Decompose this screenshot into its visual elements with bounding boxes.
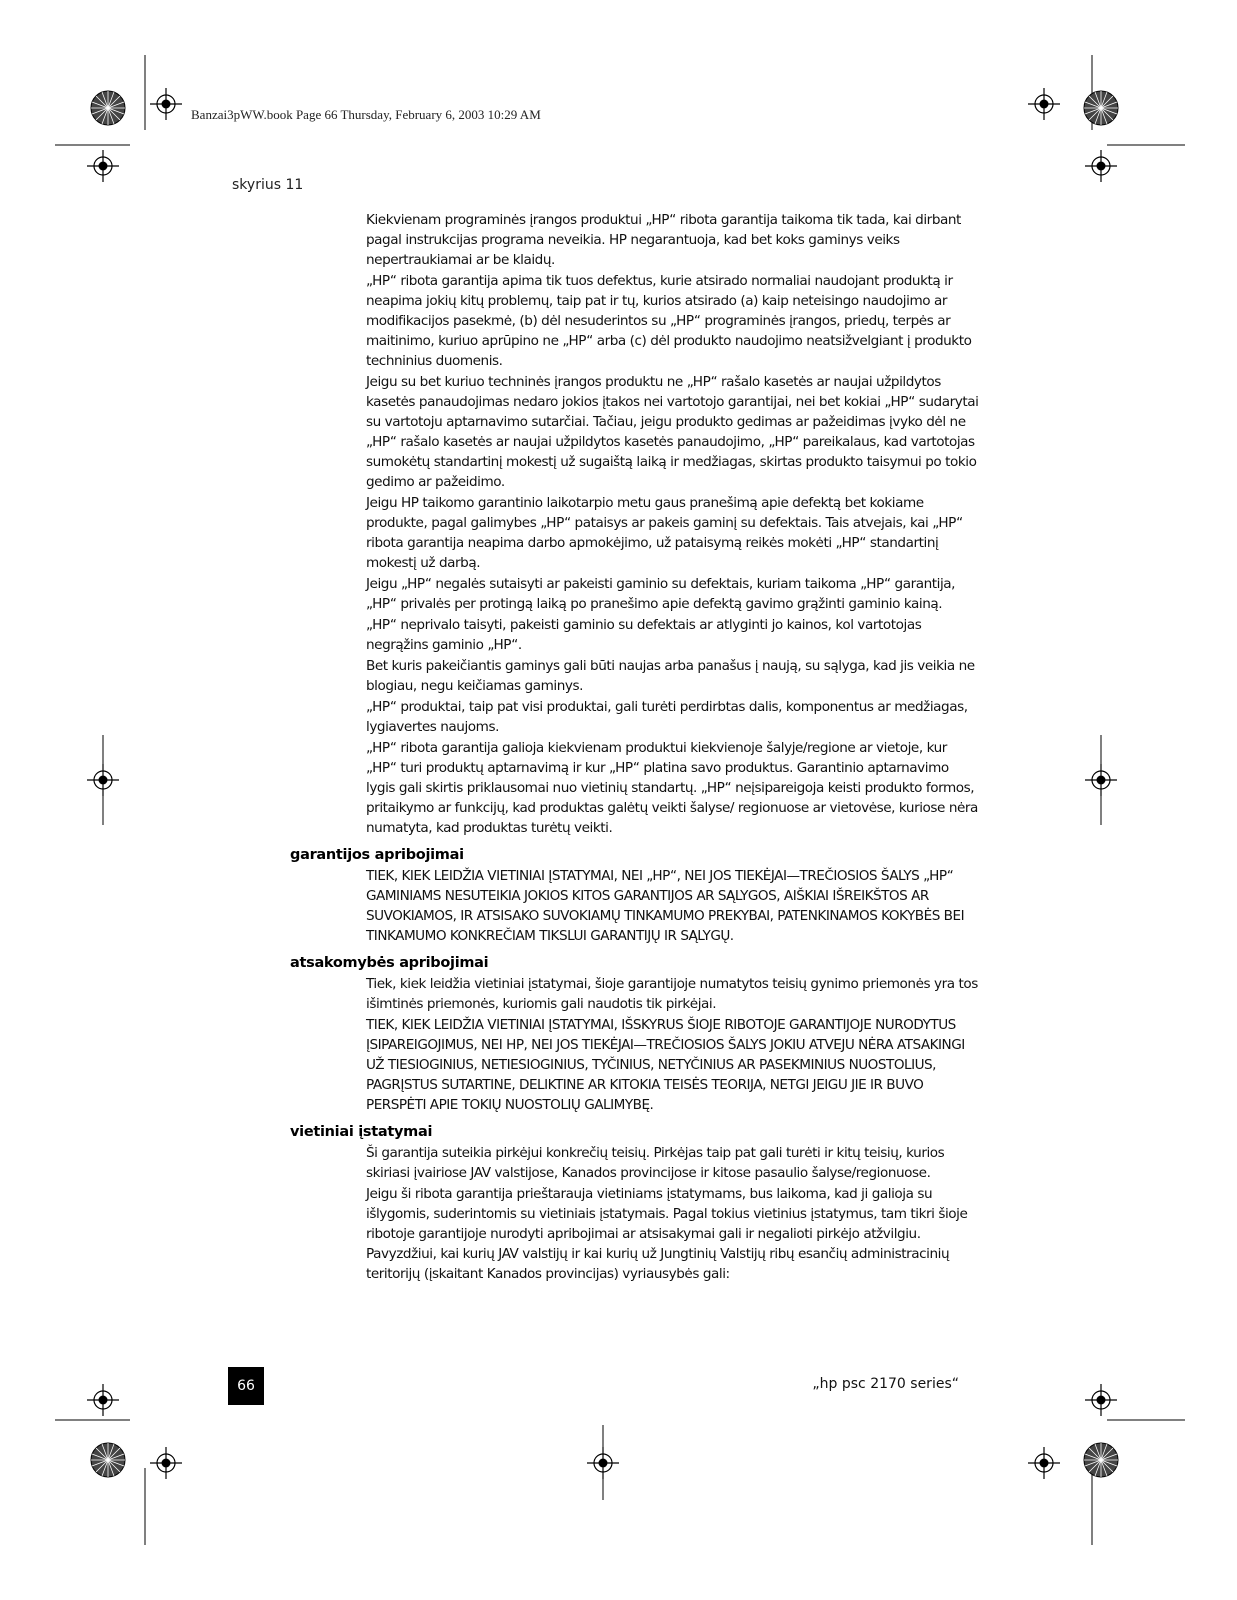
paragraph: TIEK, KIEK LEIDŽIA VIETINIAI ĮSTATYMAI, IŠSKYRUS ŠIOJE RIBOTOJE GARANTIJOJE NURODYTUS ĮSIPAREIGOJIMUS, NEI HP, NEI JOS TIEKĖJAI—TREČIOSIOS ŠALYS JOKIU ATVEJU NĖRA ATSAKINGI UŽ TIESIOGINIUS, NETIESIOGINIUS, TYČINIUS, NETYČINIUS AR PASEKMINIUS NUOSTOLIUS, PAGRĮSTUS SUTARTINE, DELIKTINE AR KITOKIA TEISĖS TEORIJA, NETGI JEIGU JIE IR BUVO PERSPĖTI APIE TOKIŲ NUOSTOLIŲ GALIMYBĘ. (366, 1017, 965, 1113)
star-target-icon (91, 91, 125, 125)
star-target-icon (91, 1443, 125, 1477)
paragraph: „HP“ produktai, taip pat visi produktai, gali turėti perdirbtas dalis, komponentus ar medžiagas, lygiavertes naujoms. (366, 699, 968, 735)
paragraph: „HP“ ribota garantija galioja kiekvienam produktui kiekvienoje šalyje/regione ar vietoje, kur „HP“ turi produktų aptarnavimą ir kur „HP“ platina savo produktus. Garantinio aptarnavimo lygis gali skirtis priklausomai nuo vietinių standartų. „HP“ neįsipareigoja keisti produkto formos, pritaikymo ar funkcijų, kad produktas galėtų veikti šalyse/ regionuose ar vietovėse, kuriose nėra numatyta, kad produktas turėtų veikti. (366, 740, 978, 836)
page-number: 66 (228, 1367, 264, 1405)
crosshair-icon (1085, 764, 1117, 796)
crosshair-icon (1085, 1384, 1117, 1416)
paragraph: Jeigu HP taikomo garantinio laikotarpio metu gaus pranešimą apie defektą bet kokiame produkte, pagal galimybes „HP“ pataisys ar pakeis gaminį su defektais. Tais atvejais, kai „HP“ ribota garantija neapima darbo apmokėjimo, už pataisymą reikės mokėti „HP“ standartinį mokestį už darbą. (366, 495, 963, 571)
chapter-label: skyrius 11 (232, 177, 304, 193)
paragraph: Jeigu „HP“ negalės sutaisyti ar pakeisti gaminio su defektais, kuriam taikoma „HP“ garantija, „HP“ privalės per protingą laiką po pranešimo apie defektą gavimo grąžinti gaminio kainą. (366, 576, 956, 612)
crosshair-icon (87, 150, 119, 182)
paragraph: Jeigu ši ribota garantija prieštarauja vietiniams įstatymams, bus laikoma, kad ji galioja su išlygomis, suderintomis su vietiniais įstatymais. Pagal tokius vietinius įstatymus, tam tikri šioje ribotoje garantijoje nurodyti apribojimai ar atsisakymai gali ir negalioti pirkėjo atžvilgiu. Pavyzdžiui, kai kurių JAV valstijų ir kai kurių už Jungtinių Valstijų ribų esančių administracinių teritorijų (įskaitant Kanados provincijas) vyriausybės gali: (366, 1186, 968, 1282)
section-heading-local-laws: vietiniai įstatymai (290, 1124, 433, 1140)
section-heading-warranty-limits: garantijos apribojimai (290, 847, 464, 863)
paragraph: Kiekvienam programinės įrangos produktui „HP“ ribota garantija taikoma tik tada, kai dirbant pagal instrukcijas programa neveikia. HP negarantuoja, kad bet koks gaminys veiks nepertraukiamai ar be klaidų. (366, 212, 961, 268)
print-slug: Banzai3pWW.book Page 66 Thursday, February 6, 2003 10:29 AM (191, 107, 541, 122)
paragraph: Ši garantija suteikia pirkėjui konkrečių teisių. Pirkėjas taip pat gali turėti ir kitų teisių, kurios skiriasi įvairiose JAV valstijose, Kanados provincijose ir kitose pasaulio šalyse/regionuose. (366, 1145, 945, 1181)
crosshair-icon (1028, 1447, 1060, 1479)
paragraph: Jeigu su bet kuriuo techninės įrangos produktu ne „HP“ rašalo kasetės ar naujai užpildytos kasetės panaudojimas nedaro jokios įtakos nei vartotojo garantijai, nei bet kokiai „HP“ sudarytai su vartotoju aptarnavimo sutarčiai. Tačiau, jeigu produkto gedimas ar pažeidimas įvyko dėl ne „HP“ rašalo kasetės ar naujai užpildytos kasetės panaudojimo, „HP“ pareikalaus, kad vartotojas sumokėtų standartinį mokestį už sugaištą laiką ir medžiagas, skirtas produkto taisymui po tokio gedimo ar pažeidimo. (366, 374, 979, 490)
paragraph: „HP“ neprivalo taisyti, pakeisti gaminio su defektais ar atlyginti jo kainos, kol vartotojas negrąžins gaminio „HP“. (366, 617, 922, 653)
crosshair-icon (587, 1447, 619, 1479)
product-name: „hp psc 2170 series“ (812, 1376, 959, 1392)
star-target-icon (1084, 1443, 1118, 1477)
crosshair-icon (87, 764, 119, 796)
paragraph: TIEK, KIEK LEIDŽIA VIETINIAI ĮSTATYMAI, NEI „HP“, NEI JOS TIEKĖJAI—TREČIOSIOS ŠALYS „HP“ GAMINIAMS NESUTEIKIA JOKIOS KITOS GARANTIJOS AR SĄLYGOS, AIŠKIAI IŠREIKŠTOS AR SUVOKIAMOS, IR ATSISAKO SUVOKIAMŲ TINKAMUMO PREKYBAI, PATENKINAMOS KOKYBĖS BEI TINKAMUMO KONKREČIAM TIKSLUI GARANTIJŲ IR SĄLYGŲ. (366, 868, 965, 944)
paragraph: „HP“ ribota garantija apima tik tuos defektus, kurie atsirado normaliai naudojant produktą ir neapima jokių kitų problemų, taip pat ir tų, kurios atsirado (a) kaip neteisingo naudojimo ar modifikacijos pasekmė, (b) dėl nesuderintos su „HP“ programinės įrangos, priedų, terpės ar maitinimo, kuriuo aprūpino ne „HP“ arba (c) dėl produkto naudojimo neatsižvelgiant į produkto techninius duomenis. (366, 273, 972, 369)
crosshair-icon (150, 1447, 182, 1479)
crosshair-icon (150, 88, 182, 120)
crosshair-icon (1028, 88, 1060, 120)
paragraph: Bet kuris pakeičiantis gaminys gali būti naujas arba panašus į naują, su sąlyga, kad jis veikia ne blogiau, negu keičiamas gaminys. (366, 658, 975, 694)
section-heading-liability-limits: atsakomybės apribojimai (290, 955, 489, 971)
paragraph: Tiek, kiek leidžia vietiniai įstatymai, šioje garantijoje numatytos teisių gynimo priemonės yra tos išimtinės priemonės, kuriomis gali naudotis tik pirkėjai. (366, 976, 978, 1012)
crosshair-icon (1085, 150, 1117, 182)
main-content (290, 210, 980, 1285)
star-target-icon (1084, 91, 1118, 125)
crosshair-icon (87, 1384, 119, 1416)
